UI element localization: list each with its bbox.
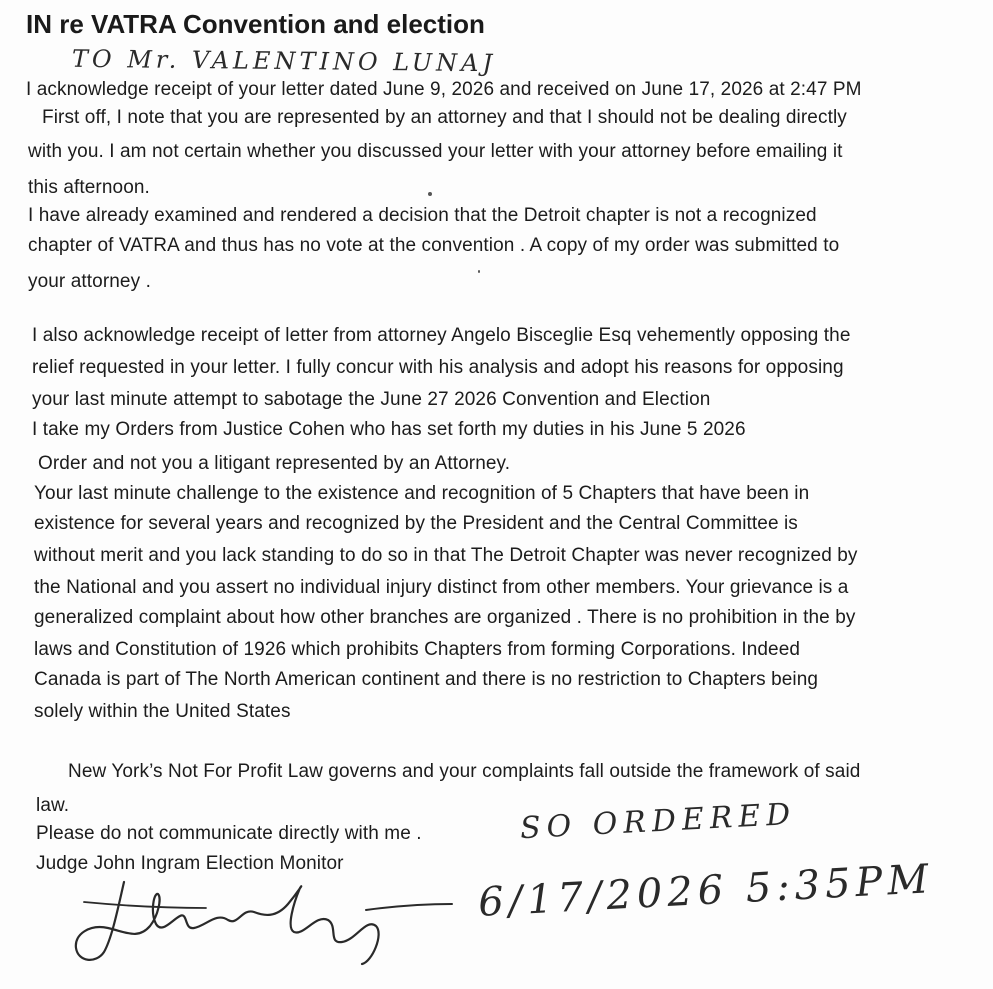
body-line: the National and you assert no individual injury distinct from other members. Your grievance is a: [34, 577, 849, 598]
body-line: Your last minute challenge to the existence and recognition of 5 Chapters that have been in: [34, 483, 810, 504]
document-title: IN re VATRA Convention and election: [26, 9, 485, 39]
body-line: New York’s Not For Profit Law governs and your complaints fall outside the framework of said: [68, 761, 861, 782]
body-line: solely within the United States: [34, 701, 291, 722]
body-line: Canada is part of The North American continent and there is no restriction to Chapters being: [34, 669, 819, 690]
body-line: with you. I am not certain whether you discussed your letter with your attorney before emailing it: [28, 141, 843, 162]
body-line: existence for several years and recognized by the President and the Central Committee is: [34, 513, 798, 534]
signature-name-line: Judge John Ingram Election Monitor: [36, 853, 344, 874]
body-line: your attorney .: [28, 271, 151, 292]
body-line: Order and not you a litigant represented by an Attorney.: [38, 453, 511, 474]
body-line: laws and Constitution of 1926 which prohibits Chapters from forming Corporations. Indeed: [34, 639, 801, 660]
body-line: this afternoon.: [28, 177, 150, 198]
body-line: chapter of VATRA and thus has no vote at the convention . A copy of my order was submitted to: [28, 235, 840, 256]
body-line: First off, I note that you are represented by an attorney and that I should not be dealing directly: [42, 107, 847, 128]
scan-speck: [478, 270, 480, 273]
handwritten-so-ordered: SO ORDERED: [519, 796, 798, 847]
handwritten-addressee: TO Mr. VALENTINO LUNAJ: [71, 44, 497, 78]
scan-speck: [428, 192, 432, 196]
body-line: generalized complaint about how other branches are organized . There is no prohibition in the by: [34, 607, 856, 628]
body-line: I also acknowledge receipt of letter from attorney Angelo Bisceglie Esq vehemently opposing the: [32, 325, 851, 346]
body-line: without merit and you lack standing to do so in that The Detroit Chapter was never recognized by: [34, 545, 858, 566]
body-line: relief requested in your letter. I fully concur with his analysis and adopt his reasons for opposing: [32, 357, 844, 378]
body-line: I take my Orders from Justice Cohen who has set forth my duties in his June 5 2026: [32, 419, 746, 440]
handwritten-signature: [66, 868, 456, 968]
body-line: I acknowledge receipt of your letter dated June 9, 2026 and received on June 17, 2026 at 2:47 PM: [26, 79, 862, 100]
body-line: your last minute attempt to sabotage the June 27 2026 Convention and Election: [32, 389, 711, 410]
body-line: I have already examined and rendered a decision that the Detroit chapter is not a recognized: [28, 205, 817, 226]
handwritten-date: 6/17/2026 5:35PM: [477, 856, 935, 926]
body-line: Please do not communicate directly with me .: [36, 823, 422, 844]
body-line: law.: [36, 795, 70, 816]
